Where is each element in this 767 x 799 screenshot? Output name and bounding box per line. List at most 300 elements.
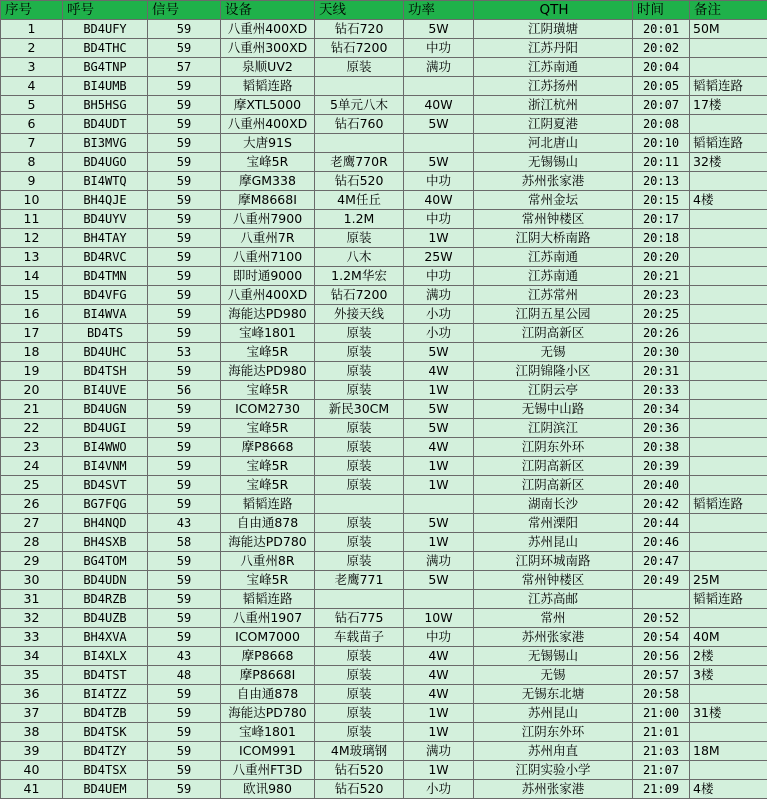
callsign-cell: BI4XLX [63, 647, 148, 666]
remark-cell [690, 761, 767, 780]
power-cell: 1W [404, 476, 474, 495]
qth-cell: 江阴璜塘 [474, 20, 633, 39]
remark-cell [690, 381, 767, 400]
equipment-cell: 摩P8668 [221, 647, 315, 666]
table-row [1, 115, 767, 134]
antenna-cell: 原装 [315, 514, 404, 533]
power-cell: 1W [404, 229, 474, 248]
equipment-cell: 宝峰1801 [221, 324, 315, 343]
equipment-cell: 摩GM338 [221, 172, 315, 191]
table-row [1, 666, 767, 685]
serial-cell: 41 [1, 780, 63, 799]
equipment-cell: 海能达PD780 [221, 533, 315, 552]
qth-cell: 江阴夏港 [474, 115, 633, 134]
power-cell: 5W [404, 20, 474, 39]
equipment-cell: 欧讯980 [221, 780, 315, 799]
qth-cell: 江阴锦隆小区 [474, 362, 633, 381]
power-cell: 小功 [404, 324, 474, 343]
remark-cell [690, 419, 767, 438]
qth-cell: 江苏丹阳 [474, 39, 633, 58]
equipment-cell: 海能达PD980 [221, 362, 315, 381]
serial-cell: 34 [1, 647, 63, 666]
remark-cell [690, 210, 767, 229]
antenna-cell [315, 77, 404, 96]
time-cell: 20:57 [633, 666, 690, 685]
callsign-cell: BD4UHC [63, 343, 148, 362]
equipment-cell: 宝峰5R [221, 571, 315, 590]
signal-cell: 59 [148, 400, 221, 419]
equipment-cell: 八重州7900 [221, 210, 315, 229]
remark-cell [690, 172, 767, 191]
time-cell: 21:00 [633, 704, 690, 723]
serial-cell: 11 [1, 210, 63, 229]
remark-cell [690, 609, 767, 628]
equipment-cell: 海能达PD780 [221, 704, 315, 723]
signal-cell: 59 [148, 438, 221, 457]
remark-cell: 32楼 [690, 153, 767, 172]
serial-cell: 4 [1, 77, 63, 96]
signal-cell: 59 [148, 704, 221, 723]
time-cell: 20:40 [633, 476, 690, 495]
callsign-cell: BI4UVE [63, 381, 148, 400]
serial-cell: 32 [1, 609, 63, 628]
qth-cell: 江苏常州 [474, 286, 633, 305]
equipment-cell: 宝峰5R [221, 153, 315, 172]
serial-cell: 8 [1, 153, 63, 172]
qth-cell: 常州钟楼区 [474, 210, 633, 229]
table-row [1, 39, 767, 58]
time-cell: 20:33 [633, 381, 690, 400]
callsign-cell: BD4TMN [63, 267, 148, 286]
antenna-cell: 老鹰770R [315, 153, 404, 172]
signal-cell: 59 [148, 20, 221, 39]
remark-cell [690, 723, 767, 742]
power-cell: 5W [404, 153, 474, 172]
serial-cell: 35 [1, 666, 63, 685]
callsign-cell: BG4TNP [63, 58, 148, 77]
serial-cell: 3 [1, 58, 63, 77]
qth-cell: 江阴滨江 [474, 419, 633, 438]
signal-cell: 59 [148, 571, 221, 590]
antenna-cell: 原装 [315, 58, 404, 77]
callsign-cell: BD4TS [63, 324, 148, 343]
signal-cell: 59 [148, 229, 221, 248]
callsign-cell: BH4SXB [63, 533, 148, 552]
qth-cell: 常州钟楼区 [474, 571, 633, 590]
signal-cell: 59 [148, 324, 221, 343]
serial-cell: 12 [1, 229, 63, 248]
signal-cell: 59 [148, 115, 221, 134]
antenna-cell: 钻石7200 [315, 39, 404, 58]
col-header-qth: QTH [474, 1, 633, 20]
table-row [1, 210, 767, 229]
time-cell: 20:25 [633, 305, 690, 324]
callsign-cell: BD4SVT [63, 476, 148, 495]
equipment-cell: 泉顺UV2 [221, 58, 315, 77]
equipment-cell: 摩P8668 [221, 438, 315, 457]
serial-cell: 22 [1, 419, 63, 438]
col-header-signal: 信号 [148, 1, 221, 20]
power-cell [404, 590, 474, 609]
callsign-cell: BH4XVA [63, 628, 148, 647]
equipment-cell: 摩P8668I [221, 666, 315, 685]
time-cell: 20:34 [633, 400, 690, 419]
callsign-cell: BD4UGO [63, 153, 148, 172]
col-header-antenna: 天线 [315, 1, 404, 20]
signal-cell: 59 [148, 457, 221, 476]
table-row [1, 704, 767, 723]
time-cell: 20:11 [633, 153, 690, 172]
signal-cell: 59 [148, 191, 221, 210]
qth-cell: 江苏扬州 [474, 77, 633, 96]
table-row [1, 514, 767, 533]
equipment-cell: 宝峰5R [221, 457, 315, 476]
time-cell [633, 590, 690, 609]
power-cell: 小功 [404, 780, 474, 799]
callsign-cell: BD4UZB [63, 609, 148, 628]
antenna-cell: 钻石775 [315, 609, 404, 628]
callsign-cell: BD4UDT [63, 115, 148, 134]
antenna-cell: 原装 [315, 704, 404, 723]
callsign-cell: BI4WVA [63, 305, 148, 324]
power-cell: 4W [404, 647, 474, 666]
signal-cell: 59 [148, 780, 221, 799]
qth-cell: 江阴大桥南路 [474, 229, 633, 248]
time-cell: 20:30 [633, 343, 690, 362]
table-row [1, 400, 767, 419]
serial-cell: 15 [1, 286, 63, 305]
callsign-cell: BD4TZB [63, 704, 148, 723]
power-cell: 4W [404, 438, 474, 457]
time-cell: 20:01 [633, 20, 690, 39]
callsign-cell: BI4WWO [63, 438, 148, 457]
qth-cell: 江阴东外环 [474, 438, 633, 457]
equipment-cell: ICOM991 [221, 742, 315, 761]
remark-cell [690, 457, 767, 476]
equipment-cell: ICOM7000 [221, 628, 315, 647]
antenna-cell: 原装 [315, 381, 404, 400]
time-cell: 21:09 [633, 780, 690, 799]
equipment-cell: 韬韬连路 [221, 590, 315, 609]
power-cell: 5W [404, 571, 474, 590]
signal-cell: 59 [148, 723, 221, 742]
power-cell: 满功 [404, 58, 474, 77]
callsign-cell: BD4UDN [63, 571, 148, 590]
col-header-equipment: 设备 [221, 1, 315, 20]
equipment-cell: 宝峰5R [221, 419, 315, 438]
qth-cell: 常州金坛 [474, 191, 633, 210]
time-cell: 20:44 [633, 514, 690, 533]
qth-cell: 无锡东北塘 [474, 685, 633, 704]
time-cell: 20:04 [633, 58, 690, 77]
signal-cell: 59 [148, 419, 221, 438]
antenna-cell [315, 495, 404, 514]
antenna-cell: 车载苗子 [315, 628, 404, 647]
callsign-cell: BD4THC [63, 39, 148, 58]
table-row [1, 229, 767, 248]
antenna-cell: 原装 [315, 362, 404, 381]
table-row [1, 96, 767, 115]
equipment-cell: 摩XTL5000 [221, 96, 315, 115]
power-cell: 中功 [404, 210, 474, 229]
time-cell: 20:52 [633, 609, 690, 628]
col-header-callsign: 呼号 [63, 1, 148, 20]
table-row [1, 343, 767, 362]
equipment-cell: 即时通9000 [221, 267, 315, 286]
serial-cell: 5 [1, 96, 63, 115]
signal-cell: 59 [148, 172, 221, 191]
antenna-cell: 1.2M [315, 210, 404, 229]
power-cell: 40W [404, 96, 474, 115]
signal-cell: 59 [148, 210, 221, 229]
time-cell: 20:15 [633, 191, 690, 210]
antenna-cell: 钻石520 [315, 172, 404, 191]
table-row [1, 723, 767, 742]
table-row [1, 438, 767, 457]
time-cell: 20:58 [633, 685, 690, 704]
serial-cell: 26 [1, 495, 63, 514]
callsign-cell: BD4UEM [63, 780, 148, 799]
antenna-cell: 原装 [315, 723, 404, 742]
time-cell: 21:07 [633, 761, 690, 780]
remark-cell: 17楼 [690, 96, 767, 115]
equipment-cell: 韬韬连路 [221, 77, 315, 96]
power-cell: 40W [404, 191, 474, 210]
serial-cell: 1 [1, 20, 63, 39]
qth-cell: 无锡中山路 [474, 400, 633, 419]
remark-cell: 25M [690, 571, 767, 590]
signal-cell: 59 [148, 761, 221, 780]
remark-cell [690, 286, 767, 305]
power-cell: 5W [404, 115, 474, 134]
serial-cell: 39 [1, 742, 63, 761]
power-cell [404, 495, 474, 514]
equipment-cell: ICOM2730 [221, 400, 315, 419]
qth-cell: 江阴高新区 [474, 476, 633, 495]
table-row [1, 20, 767, 39]
equipment-cell: 自由通878 [221, 514, 315, 533]
serial-cell: 38 [1, 723, 63, 742]
remark-cell [690, 476, 767, 495]
table-row [1, 457, 767, 476]
antenna-cell: 原装 [315, 419, 404, 438]
remark-cell [690, 267, 767, 286]
table-row [1, 305, 767, 324]
col-header-power: 功率 [404, 1, 474, 20]
callsign-cell: BH4TAY [63, 229, 148, 248]
signal-cell: 59 [148, 552, 221, 571]
equipment-cell: 宝峰1801 [221, 723, 315, 742]
table-row [1, 324, 767, 343]
table-row [1, 248, 767, 267]
table-row [1, 381, 767, 400]
callsign-cell: BD4UYV [63, 210, 148, 229]
equipment-cell: 自由通878 [221, 685, 315, 704]
serial-cell: 30 [1, 571, 63, 590]
signal-cell: 59 [148, 476, 221, 495]
callsign-cell: BD4TST [63, 666, 148, 685]
qth-cell: 江阴环城南路 [474, 552, 633, 571]
time-cell: 20:13 [633, 172, 690, 191]
serial-cell: 28 [1, 533, 63, 552]
table-row [1, 552, 767, 571]
antenna-cell: 原装 [315, 666, 404, 685]
table-row [1, 495, 767, 514]
power-cell: 4W [404, 666, 474, 685]
remark-cell: 31楼 [690, 704, 767, 723]
remark-cell [690, 248, 767, 267]
equipment-cell: 八重州300XD [221, 39, 315, 58]
power-cell: 10W [404, 609, 474, 628]
callsign-cell: BI4TZZ [63, 685, 148, 704]
table-row [1, 628, 767, 647]
col-header-time: 时间 [633, 1, 690, 20]
table-row [1, 134, 767, 153]
table-row [1, 191, 767, 210]
time-cell: 20:21 [633, 267, 690, 286]
remark-cell [690, 39, 767, 58]
remark-cell [690, 343, 767, 362]
equipment-cell: 八重州7100 [221, 248, 315, 267]
antenna-cell: 4M任丘 [315, 191, 404, 210]
antenna-cell: 八木 [315, 248, 404, 267]
time-cell: 20:47 [633, 552, 690, 571]
signal-cell: 59 [148, 685, 221, 704]
table-row [1, 476, 767, 495]
signal-cell: 48 [148, 666, 221, 685]
table-row [1, 153, 767, 172]
callsign-cell: BG7FQG [63, 495, 148, 514]
serial-cell: 18 [1, 343, 63, 362]
remark-cell [690, 514, 767, 533]
serial-cell: 33 [1, 628, 63, 647]
power-cell [404, 134, 474, 153]
equipment-cell: 海能达PD980 [221, 305, 315, 324]
power-cell: 4W [404, 685, 474, 704]
callsign-cell: BD4TSK [63, 723, 148, 742]
callsign-cell: BD4TSX [63, 761, 148, 780]
table-row [1, 609, 767, 628]
power-cell: 25W [404, 248, 474, 267]
remark-cell: 50M [690, 20, 767, 39]
qth-cell: 苏州张家港 [474, 172, 633, 191]
col-header-remark: 备注 [690, 1, 767, 20]
time-cell: 20:10 [633, 134, 690, 153]
antenna-cell: 原装 [315, 647, 404, 666]
power-cell: 满功 [404, 286, 474, 305]
signal-cell: 59 [148, 96, 221, 115]
remark-cell: 18M [690, 742, 767, 761]
time-cell: 20:36 [633, 419, 690, 438]
serial-cell: 17 [1, 324, 63, 343]
time-cell: 21:03 [633, 742, 690, 761]
header-row [1, 1, 767, 20]
callsign-cell: BH4NQD [63, 514, 148, 533]
time-cell: 20:26 [633, 324, 690, 343]
antenna-cell: 钻石520 [315, 780, 404, 799]
power-cell: 小功 [404, 305, 474, 324]
remark-cell: 韬韬连路 [690, 134, 767, 153]
power-cell: 1W [404, 533, 474, 552]
qth-cell: 苏州昆山 [474, 704, 633, 723]
signal-cell: 57 [148, 58, 221, 77]
antenna-cell: 5单元八木 [315, 96, 404, 115]
power-cell: 1W [404, 723, 474, 742]
signal-cell: 59 [148, 742, 221, 761]
power-cell: 1W [404, 761, 474, 780]
remark-cell: 4楼 [690, 780, 767, 799]
table-row [1, 419, 767, 438]
table-row [1, 533, 767, 552]
remark-cell [690, 58, 767, 77]
remark-cell [690, 229, 767, 248]
time-cell: 20:49 [633, 571, 690, 590]
qth-cell: 江阴云亭 [474, 381, 633, 400]
qth-cell: 常州 [474, 609, 633, 628]
qth-cell: 江苏高邮 [474, 590, 633, 609]
remark-cell: 韬韬连路 [690, 590, 767, 609]
callsign-cell: BI4WTQ [63, 172, 148, 191]
power-cell: 5W [404, 343, 474, 362]
callsign-cell: BH5HSG [63, 96, 148, 115]
serial-cell: 31 [1, 590, 63, 609]
signal-cell: 59 [148, 495, 221, 514]
antenna-cell [315, 134, 404, 153]
equipment-cell: 宝峰5R [221, 381, 315, 400]
power-cell: 中功 [404, 39, 474, 58]
qth-cell: 苏州昆山 [474, 533, 633, 552]
time-cell: 20:39 [633, 457, 690, 476]
remark-cell [690, 438, 767, 457]
qth-cell: 江阴高新区 [474, 457, 633, 476]
signal-cell: 59 [148, 628, 221, 647]
remark-cell: 韬韬连路 [690, 495, 767, 514]
power-cell: 5W [404, 419, 474, 438]
qth-cell: 苏州甪直 [474, 742, 633, 761]
serial-cell: 2 [1, 39, 63, 58]
time-cell: 20:38 [633, 438, 690, 457]
time-cell: 20:54 [633, 628, 690, 647]
callsign-cell: BD4TZY [63, 742, 148, 761]
power-cell [404, 77, 474, 96]
qth-cell: 无锡锡山 [474, 153, 633, 172]
qth-cell: 浙江杭州 [474, 96, 633, 115]
power-cell: 1W [404, 381, 474, 400]
signal-cell: 43 [148, 647, 221, 666]
callsign-cell: BI3MVG [63, 134, 148, 153]
serial-cell: 6 [1, 115, 63, 134]
antenna-cell: 原装 [315, 533, 404, 552]
remark-cell: 2楼 [690, 647, 767, 666]
antenna-cell: 老鹰771 [315, 571, 404, 590]
power-cell: 1W [404, 704, 474, 723]
qth-cell: 江阴高新区 [474, 324, 633, 343]
table-row [1, 58, 767, 77]
callsign-cell: BD4RVC [63, 248, 148, 267]
time-cell: 20:07 [633, 96, 690, 115]
qth-cell: 湖南长沙 [474, 495, 633, 514]
serial-cell: 37 [1, 704, 63, 723]
power-cell: 满功 [404, 742, 474, 761]
power-cell: 中功 [404, 172, 474, 191]
antenna-cell: 钻石760 [315, 115, 404, 134]
serial-cell: 29 [1, 552, 63, 571]
signal-cell: 58 [148, 533, 221, 552]
remark-cell [690, 400, 767, 419]
antenna-cell: 1.2M华宏 [315, 267, 404, 286]
antenna-cell: 原装 [315, 229, 404, 248]
table-row [1, 571, 767, 590]
